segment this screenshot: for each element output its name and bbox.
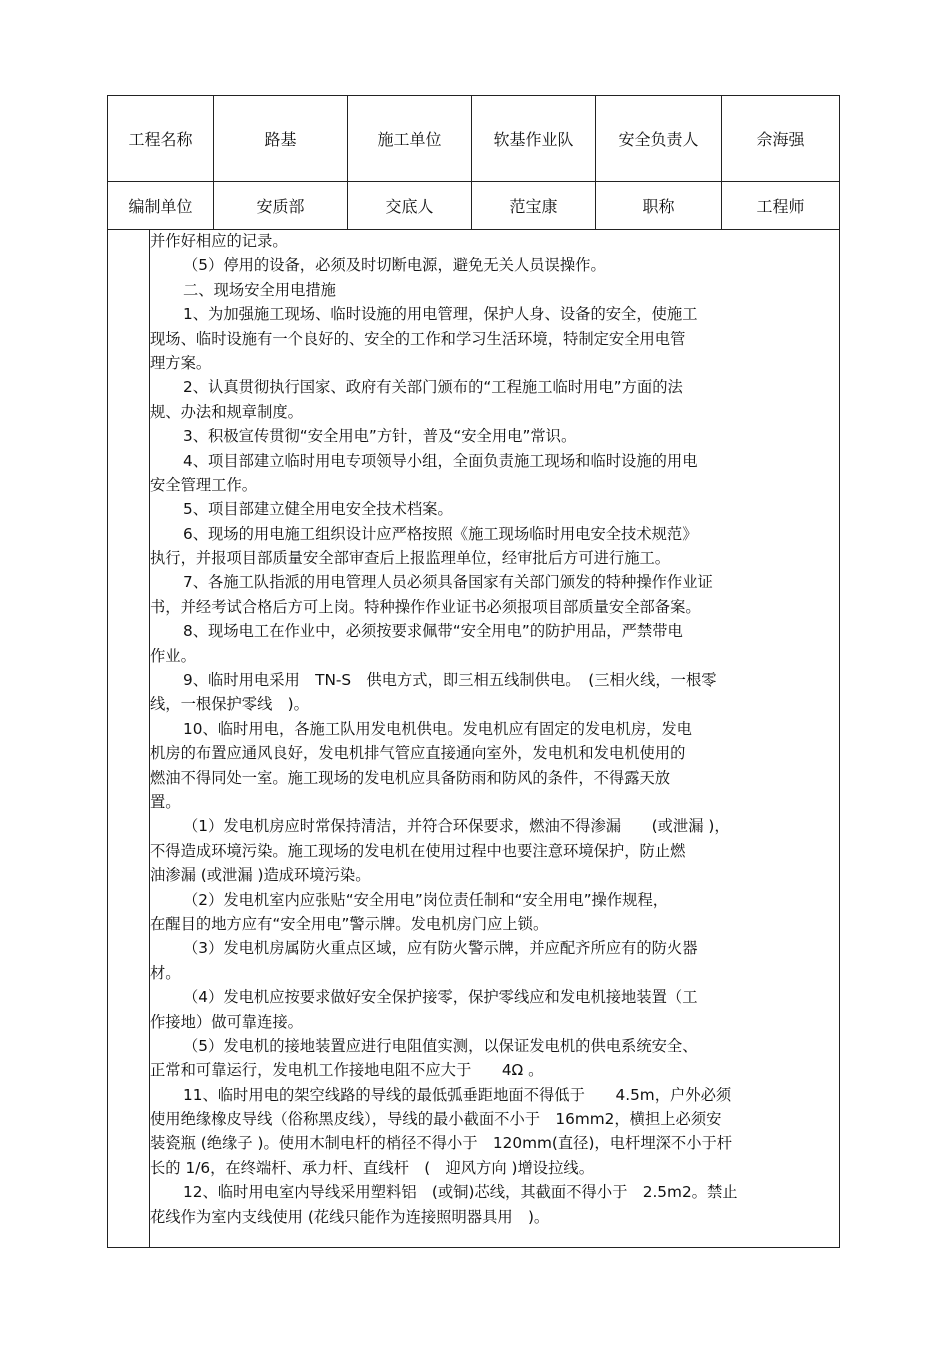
text-line: 线，一根保护零线 )。 — [150, 695, 309, 714]
disclosure-form — [107, 95, 840, 1248]
text-line: （3）发电机房属防火重点区域，应有防火警示牌，并应配齐所应有的防火器 — [183, 939, 698, 958]
text-line: 安全管理工作。 — [150, 475, 258, 494]
text-line: 油渗漏 (或泄漏 )造成环境污染。 — [150, 866, 371, 885]
project-name-value: 路基 — [214, 96, 348, 181]
text-line: 花线作为室内支线使用 (花线只能作为连接照明器具用 )。 — [150, 1207, 550, 1226]
compiling-unit-value: 安质部 — [214, 181, 348, 229]
header-row-2 — [108, 181, 839, 230]
text-line: 作接地）做可靠连接。 — [150, 1012, 303, 1031]
text-line: 并作好相应的记录。 — [150, 232, 288, 250]
safety-lead-label: 安全负责人 — [596, 96, 722, 181]
text-line: （4）发电机应按要求做好安全保护接零，保护零线应和发电机接地装置（工 — [183, 988, 698, 1007]
text-line: 使用绝缘橡皮导线（俗称黑皮线），导线的最小截面不小于 16mm2，横担上必须安 — [150, 1110, 722, 1129]
text-line: 装瓷瓶 (绝缘子 )。使用木制电杆的梢径不得小于 120mm(直径)，电杆埋深不小于杆 — [150, 1134, 733, 1153]
text-line: 9、临时用电采用 TN-S 供电方式，即三相五线制供电。 (三相火线，一根零 — [183, 671, 717, 690]
text-line: 理方案。 — [150, 353, 212, 372]
text-line: 2、认真贯彻执行国家、政府有关部门颁布的“工程施工临时用电”方面的法 — [183, 378, 683, 397]
text-line: 6、现场的用电施工组织设计应严格按照《施工现场临时用电安全技术规范》 — [183, 524, 698, 543]
text-line: 7、各施工队指派的用电管理人员必须具备国家有关部门颁发的特种操作作业证 — [183, 573, 713, 592]
discloser-label: 交底人 — [348, 181, 472, 229]
text-line: 在醒目的地方应有“安全用电”警示牌。发电机房门应上锁。 — [150, 914, 549, 933]
text-line: 不得造成环境污染。施工现场的发电机在使用过程中也要注意环境保护，防止燃 — [150, 841, 686, 860]
discloser-value: 范宝康 — [472, 181, 596, 229]
text-line: 11、临时用电的架空线路的导线的最低弧垂距地面不得低于 4.5m，户外必须 — [183, 1085, 732, 1104]
text-line: 5、项目部建立健全用电安全技术档案。 — [183, 500, 453, 519]
text-line: 正常和可靠运行，发电机工作接地电阻不应大于 4Ω 。 — [150, 1061, 544, 1080]
text-line: （1）发电机房应时常保持清洁，并符合环保要求，燃油不得渗漏 (或泄漏 )， — [183, 817, 730, 836]
text-line: 现场、临时设施有一个良好的、安全的工作和学习生活环境，特制定安全用电管 — [150, 329, 686, 348]
safety-lead-value: 佘海强 — [756, 130, 805, 149]
text-line: 3、积极宣传贯彻“安全用电”方针，普及“安全用电”常识。 — [183, 427, 577, 446]
text-line: 执行，并报项目部质量安全部审查后上报监理单位，经审批后方可进行施工。 — [150, 549, 671, 568]
text-line: 12、临时用电室内导线采用塑料铝 (或铜)芯线，其截面不得小于 2.5m2。禁止 — [183, 1183, 738, 1202]
compiling-unit-label: 编制单位 — [108, 181, 214, 229]
text-line: 材。 — [150, 963, 181, 982]
text-line: （2）发电机室内应张贴“安全用电”岗位责任制和“安全用电”操作规程， — [183, 890, 669, 909]
text-line: （5）发电机的接地装置应进行电阻值实测，以保证发电机的供电系统安全、 — [183, 1036, 698, 1055]
construction-unit-value: 软基作业队 — [472, 96, 596, 181]
section-heading: 二、现场安全用电措施 — [183, 280, 336, 299]
header-row-1 — [108, 96, 839, 182]
text-line: （5）停用的设备，必须及时切断电源，避免无关人员误操作。 — [183, 256, 606, 275]
text-line: 8、现场电工在作业中，必须按要求佩带“安全用电”的防护用品，严禁带电 — [183, 622, 683, 641]
left-margin-column — [117, 229, 150, 1247]
job-title-value: 工程师 — [756, 196, 805, 216]
text-line: 规、办法和规章制度。 — [150, 402, 303, 421]
project-name-label: 工程名称 — [108, 96, 214, 181]
text-line: 1、为加强施工现场、临时设施的用电管理，保护人身、设备的安全，使施工 — [183, 305, 698, 324]
job-title-label: 职称 — [596, 181, 722, 229]
text-line: 4、项目部建立临时用电专项领导小组，全面负责施工现场和临时设施的用电 — [183, 451, 698, 470]
text-line: 置。 — [150, 792, 181, 811]
text-line: 燃油不得同处一室。施工现场的发电机应具备防雨和防风的条件，不得露天放 — [150, 768, 671, 787]
construction-unit-label: 施工单位 — [348, 96, 472, 181]
text-line: 作业。 — [150, 646, 196, 665]
text-line: 10、临时用电，各施工队用发电机供电。发电机应有固定的发电机房，发电 — [183, 719, 692, 738]
text-line: 机房的布置应通风良好，发电机排气管应直接通向室外，发电机和发电机使用的 — [150, 744, 686, 763]
text-line: 书，并经考试合格后方可上岗。特种操作作业证书必须报项目部质量安全部备案。 — [150, 597, 701, 616]
content-body — [150, 229, 831, 1247]
text-line: 长的 1/6，在终端杆、承力杆、直线杆 ( 迎风方向 )增设拉线。 — [150, 1158, 594, 1177]
